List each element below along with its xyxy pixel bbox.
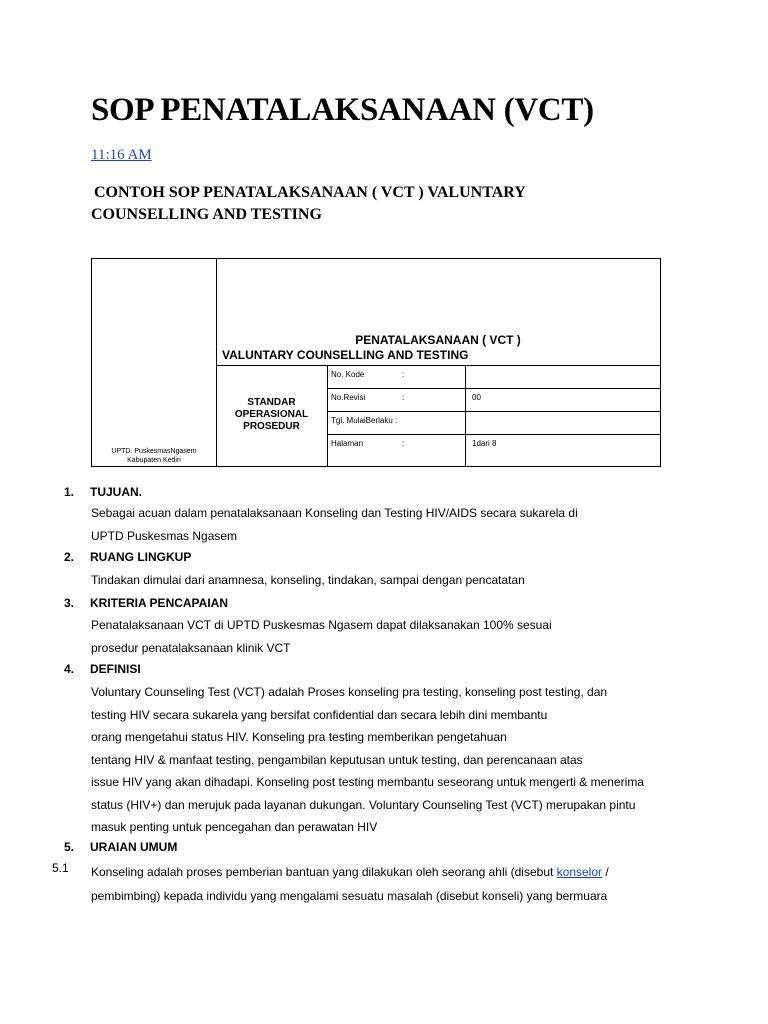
post-time-link[interactable]: 11:16 AM xyxy=(91,147,152,163)
paragraph-line: masuk penting untuk pencegahan dan perawatan HIV xyxy=(91,820,378,834)
section-heading-kriteria xyxy=(64,596,228,610)
section-heading-ruang-lingkup xyxy=(64,550,191,564)
section-number: 2. xyxy=(64,550,75,564)
meta-value: 00 xyxy=(472,393,481,402)
paragraph-line: testing HIV secara sukarela yang bersifat confidential dan secara lebih dini membantu xyxy=(91,707,548,722)
section-title: DEFINISI xyxy=(90,662,141,676)
paragraph-line: orang mengetahui status HIV. Konseling pra testing memberikan pengetahuan xyxy=(91,730,507,744)
subtitle-line-2: COUNSELLING AND TESTING xyxy=(91,206,322,223)
meta-label: No. Kode xyxy=(331,370,365,379)
paragraph-text: Konseling adalah proses pemberian bantuan yang dilakukan oleh seorang ahli (disebut xyxy=(91,865,557,879)
paragraph-line: Voluntary Counseling Test (VCT) adalah Proses konseling pra testing, konseling post testing, dan xyxy=(91,685,608,699)
sop-label-line-1: STANDAR xyxy=(247,397,296,408)
paragraph-line: Sebagai acuan dalam penatalaksanaan Konseling dan Testing HIV/AIDS secara sukarela di xyxy=(91,506,578,520)
section-number: 1. xyxy=(64,485,75,499)
sop-header-table xyxy=(91,258,661,467)
meta-colon: : xyxy=(402,370,405,379)
page-title: SOP PENATALAKSANAAN (VCT) xyxy=(91,92,594,128)
section-heading-tujuan xyxy=(64,485,142,499)
meta-label: Halaman xyxy=(331,439,364,448)
section-title: KRITERIA PENCAPAIAN xyxy=(90,596,229,610)
section-number: 3. xyxy=(64,596,75,610)
document-subtitle xyxy=(91,182,611,226)
paragraph-line: status (HIV+) dan merujuk pada layanan dukungan. Voluntary Counseling Test (VCT) merupakan pintu xyxy=(91,797,636,812)
paragraph-line xyxy=(91,860,609,884)
section-title: TUJUAN. xyxy=(90,485,143,499)
meta-row-halaman xyxy=(327,434,660,466)
meta-row-tgl-mulai-berlaku xyxy=(327,411,660,435)
section-heading-definisi xyxy=(64,662,141,676)
subsection-5-1-body xyxy=(91,860,609,908)
sop-label-cell xyxy=(216,365,328,466)
konselor-link[interactable]: konselor xyxy=(556,865,603,879)
section-title: URAIAN UMUM xyxy=(90,840,178,854)
meta-label: No.Revisi xyxy=(331,393,366,402)
meta-colon: : xyxy=(402,393,405,402)
section-body-definisi xyxy=(91,681,644,839)
sop-label-line-2: OPERASIONAL xyxy=(234,409,309,420)
section-heading-uraian-umum xyxy=(64,840,177,854)
subsection-number: 5.1 xyxy=(52,861,69,875)
section-body-ruang-lingkup xyxy=(91,569,525,592)
table-heading-cell xyxy=(216,259,660,366)
section-body-tujuan xyxy=(91,502,578,547)
logo-cell xyxy=(92,259,217,466)
subtitle-line-1: CONTOH SOP PENATALAKSANAAN ( VCT ) VALUNTARY xyxy=(94,184,526,201)
meta-colon: : xyxy=(402,439,405,448)
sop-label-line-3: PROSEDUR xyxy=(243,421,300,432)
meta-value: 1dari 8 xyxy=(472,439,497,448)
table-heading-line-1: PENATALAKSANAAN ( VCT ) xyxy=(355,333,521,347)
paragraph-line: tentang HIV & manfaat testing, pengambilan keputusan untuk testing, dan perencanaan atas xyxy=(91,752,583,767)
paragraph-line: issue HIV yang akan dihadapi. Konseling post testing membantu seseorang untuk mengerti & menerima xyxy=(91,775,644,789)
section-title: RUANG LINGKUP xyxy=(90,550,192,564)
paragraph-text: / xyxy=(602,865,609,879)
section-number: 5. xyxy=(64,840,75,854)
paragraph-line: prosedur penatalaksanaan klinik VCT xyxy=(91,640,291,655)
logo-caption-line-2: Kabupaten Kediri xyxy=(127,457,181,464)
section-number: 4. xyxy=(64,662,75,676)
paragraph-line: Penatalaksanaan VCT di UPTD Puskesmas Ngasem dapat dilaksanakan 100% sesuai xyxy=(91,618,552,632)
meta-label: Tgl. MulaiBerlaku : xyxy=(331,416,398,425)
paragraph-line: pembimbing) kepada individu yang mengalami sesuatu masalah (disebut konseli) yang bermuara xyxy=(91,889,608,903)
paragraph-line: UPTD Puskesmas Ngasem xyxy=(91,528,238,543)
logo-caption-line-1: UPTD. PuskesmasNgasem xyxy=(111,448,197,455)
meta-row-no-kode xyxy=(327,365,660,389)
paragraph-line: Tindakan dimulai dari anamnesa, konseling, tindakan, sampai dengan pencatatan xyxy=(91,573,525,587)
table-heading-line-2: VALUNTARY COUNSELLING AND TESTING xyxy=(222,348,469,362)
meta-row-no-revisi xyxy=(327,388,660,412)
section-body-kriteria xyxy=(91,614,552,659)
logo-caption xyxy=(92,447,216,465)
